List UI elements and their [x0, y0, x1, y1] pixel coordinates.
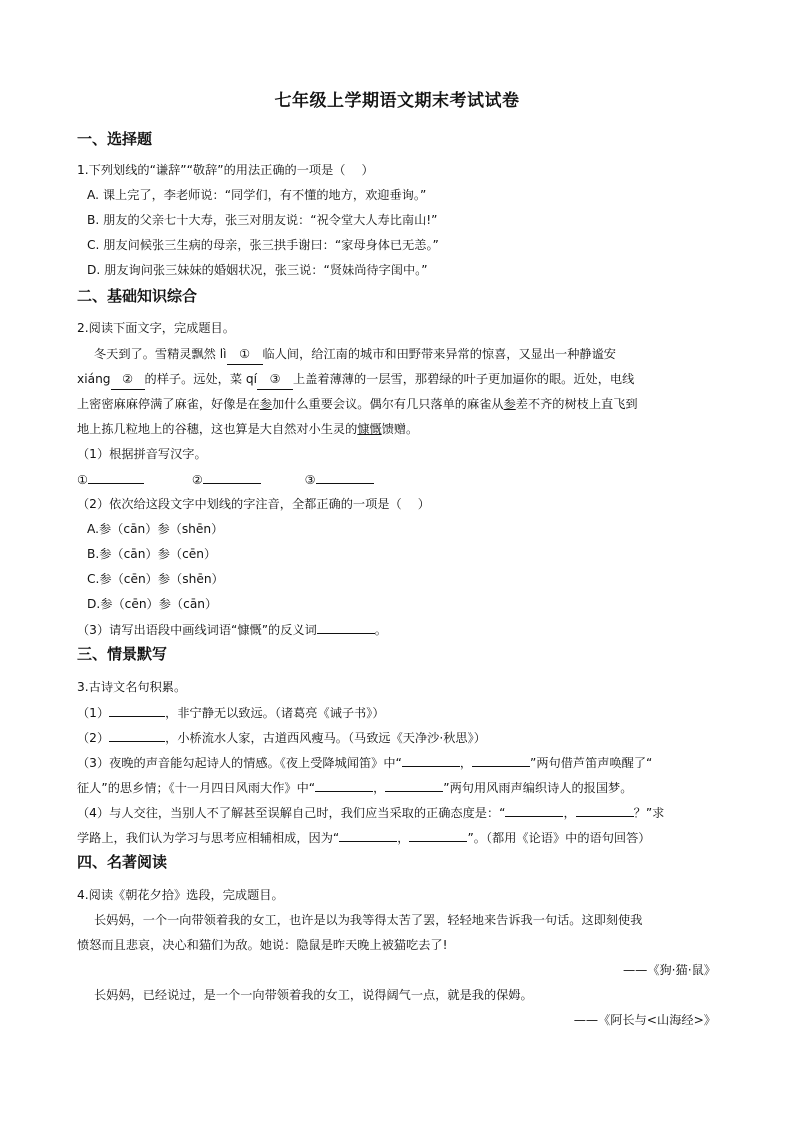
- line-text: （3）夜晚的声音能勾起诗人的情感。《夜上受降城闻笛》中“: [77, 756, 402, 770]
- blank-2-marker: ②: [111, 369, 145, 390]
- passage-text: 上盖着薄薄的一层雪，那碧绿的叶子更加逼你的眼。近处，电线: [293, 372, 635, 386]
- question-3-stem: 3.古诗文名句积累。: [77, 680, 187, 694]
- recitation-blank[interactable]: [472, 752, 530, 767]
- subquestion-2-option-d: D.参（cēn）参（cān）: [87, 597, 218, 611]
- recitation-blank[interactable]: [109, 702, 165, 717]
- recitation-line-6: [77, 827, 650, 848]
- recitation-blank[interactable]: [385, 777, 443, 792]
- blank-3-marker: ③: [257, 369, 293, 390]
- excerpt-line-2: 愤怒而且悲哀，决心和猫们为敌。她说：隐鼠是昨天晚上被猫吃去了!: [77, 938, 448, 952]
- passage-text: 馈赠。: [381, 422, 419, 436]
- antonym-blank[interactable]: [317, 619, 375, 634]
- passage-text: 差不齐的树枝上直飞到: [515, 397, 638, 411]
- line-text: ？”求: [633, 806, 665, 820]
- passage-line-2: [77, 369, 634, 390]
- recitation-blank[interactable]: [409, 827, 467, 842]
- recitation-blank[interactable]: [315, 777, 373, 792]
- line-text: ，: [373, 781, 386, 795]
- blank-1-marker: ①: [227, 344, 263, 365]
- answer-blank-2[interactable]: [203, 469, 261, 484]
- passage-line-3: [77, 394, 638, 414]
- question-1-option-c: C. 朋友问候张三生病的母亲，张三拱手谢曰：“家母身体已无恙。”: [87, 238, 439, 252]
- line-text: ，小桥流水人家，古道西风瘦马。（马致远《天净沙·秋思》）: [165, 731, 486, 745]
- underlined-char: 参: [259, 397, 272, 411]
- passage-text: xiáng: [77, 372, 111, 386]
- excerpt-source-1: ——《狗·猫·鼠》: [622, 963, 716, 977]
- passage-text: 冬天到了。雪精灵飘然 lì: [94, 347, 227, 361]
- answer-label: ①: [77, 473, 88, 487]
- recitation-line-1: [77, 702, 385, 723]
- answer-blank-3[interactable]: [316, 469, 374, 484]
- underlined-char: 参: [503, 397, 516, 411]
- recitation-line-4: [77, 777, 632, 798]
- recitation-line-5: [77, 802, 664, 823]
- section-2-heading: 二、基础知识综合: [77, 287, 198, 305]
- line-text: 学路上，我们认为学习与思考应相辅相成，因为“: [77, 831, 340, 845]
- subquestion-3-end: 。: [374, 623, 387, 637]
- section-3-heading: 三、情景默写: [77, 645, 168, 663]
- section-4-heading: 四、名著阅读: [77, 853, 168, 871]
- line-text: ，: [397, 831, 410, 845]
- section-1-heading: 一、选择题: [77, 130, 153, 148]
- passage-line-1: [94, 344, 616, 365]
- question-1-option-d: D. 朋友询问张三妹妹的婚姻状况，张三说：“贤妹尚待字闺中。”: [87, 263, 428, 277]
- recitation-blank[interactable]: [505, 802, 563, 817]
- line-text: ，非宁静无以致远。（诸葛亮《诫子书》）: [165, 706, 385, 720]
- excerpt-line-3: 长妈妈，已经说过，是一个一向带领着我的女工，说得阔气一点，就是我的保姆。: [94, 988, 533, 1002]
- line-text: ”两句用风雨声编织诗人的报国梦。: [443, 781, 633, 795]
- excerpt-source-2: ——《阿长与<山海经>》: [573, 1013, 716, 1027]
- question-1-option-a: A. 课上完了，李老师说：“同学们，有不懂的地方，欢迎垂询。”: [87, 188, 427, 202]
- passage-text: 临人间，给江南的城市和田野带来异常的惊喜，又显出一种静谧安: [262, 347, 616, 361]
- recitation-blank[interactable]: [402, 752, 460, 767]
- recitation-line-2: [77, 727, 486, 748]
- line-text: （4）与人交往，当别人不了解甚至误解自己时，我们应当采取的正确态度是：“: [77, 806, 506, 820]
- passage-text: 地上拣几粒地上的谷穗，这也算是大自然对小生灵的: [77, 422, 358, 436]
- line-label: （1）: [77, 706, 110, 720]
- line-text: ”两句借芦笛声唤醒了“: [530, 756, 653, 770]
- recitation-line-3: [77, 752, 652, 773]
- line-label: （2）: [77, 731, 110, 745]
- passage-text: 的样子。远处，菜 qí: [144, 372, 258, 386]
- recitation-blank[interactable]: [109, 727, 165, 742]
- excerpt-line-1: 长妈妈，一个一向带领着我的女工，也许是以为我等得太苦了罢，轻轻地来告诉我一句话。这即刻使我: [94, 913, 643, 927]
- page-title: 七年级上学期语文期末考试试卷: [274, 91, 520, 111]
- recitation-blank[interactable]: [576, 802, 634, 817]
- question-4-stem: 4.阅读《朝花夕拾》选段，完成题目。: [77, 888, 284, 902]
- passage-text: 加什么重要会议。偶尔有几只落单的麻雀从: [272, 397, 504, 411]
- passage-text: 上密密麻麻停满了麻雀，好像是在: [77, 397, 260, 411]
- answer-label: ②: [191, 473, 203, 487]
- underlined-word: 慷慨: [357, 422, 382, 436]
- answer-blanks-row: [77, 469, 374, 490]
- passage-line-4: [77, 419, 418, 439]
- subquestion-3: [77, 619, 387, 640]
- line-text: 征人”的思乡情；《十一月四日风雨大作》中“: [77, 781, 316, 795]
- subquestion-2: （2）依次给这段文字中划线的字注音，全都正确的一项是（ ）: [77, 497, 430, 511]
- question-1-option-b: B. 朋友的父亲七十大寿，张三对朋友说：“祝令堂大人寿比南山!”: [87, 213, 438, 227]
- subquestion-1: （1）根据拼音写汉字。: [77, 447, 207, 461]
- subquestion-2-option-b: B.参（cān）参（cēn）: [87, 547, 217, 561]
- subquestion-2-option-c: C.参（cēn）参（shēn）: [87, 572, 224, 586]
- question-2-stem: 2.阅读下面文字，完成题目。: [77, 321, 235, 335]
- line-text: ，: [563, 806, 576, 820]
- subquestion-3-text: （3）请写出语段中画线词语“慷慨”的反义词: [77, 623, 317, 637]
- answer-label: ③: [304, 473, 316, 487]
- answer-blank-1[interactable]: [88, 469, 144, 484]
- subquestion-2-option-a: A.参（cān）参（shēn）: [87, 522, 224, 536]
- recitation-blank[interactable]: [339, 827, 397, 842]
- line-text: ，: [459, 756, 473, 770]
- question-1-stem: 1.下列划线的“谦辞”“敬辞”的用法正确的一项是（ ）: [77, 163, 374, 177]
- line-text: ”。（都用《论语》中的语句回答）: [467, 831, 651, 845]
